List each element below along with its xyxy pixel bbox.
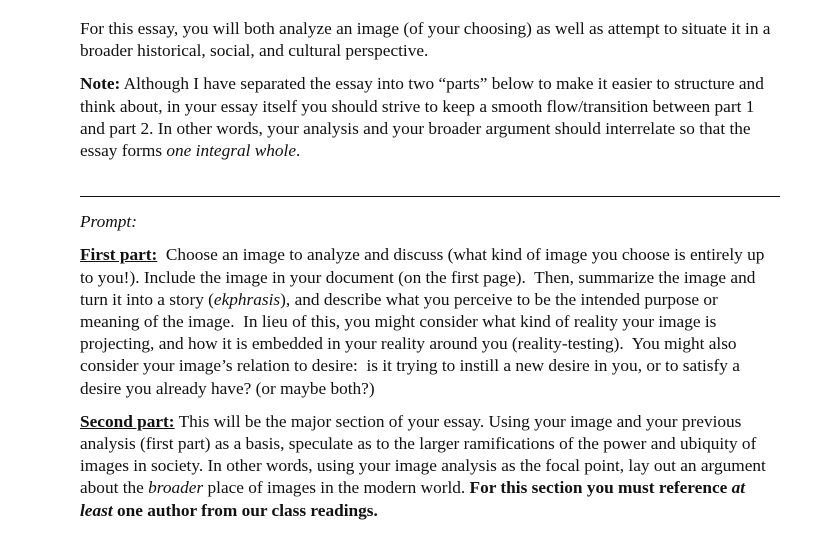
essay-document [80,18,780,522]
second-part-label: Second part: [80,411,175,431]
second-part-text-2: place of images in the modern world. [203,478,470,498]
first-part-emphasis: ekphrasis [213,289,281,309]
note-paragraph [80,73,780,162]
first-part-text-1: Choose an image to analyze and discuss (what kind of image you choose is entirely up to you!). Include the image in your document (on the first page). Then, summarize the image and turn it into a story ( [80,245,769,309]
second-part-paragraph [80,411,780,522]
second-part-requirement-1: For this section you must reference [469,478,732,498]
prompt-label: Prompt: [80,212,137,232]
second-part-requirement-emphasis: at least [80,478,746,520]
note-text-1: Although I have separated the essay into two “parts” below to make it easier to structure and think about, in your essay itself you should strive to keep a smooth flow/transition between part 1 and part 2. In other words, your analysis and your broader argument should interrelate so that the essay forms [80,74,764,161]
second-part-requirement-2: one author from our class readings. [112,500,378,520]
first-part-label: First part: [80,245,158,265]
second-part-text-1: This will be the major section of your essay. Using your image and your previous analysis (first part) as a basis, speculate as to the larger ramifications of the power and ubiquity of images in society. In other words, using your image analysis as the focal point, lay out an argument about the [80,411,766,498]
intro-paragraph [80,18,780,62]
section-divider [80,196,780,197]
note-label: Note: [80,74,121,94]
second-part-emphasis: broader [148,478,204,498]
first-part-text-2: ), and describe what you perceive to be the intended purpose or meaning of the image. In lieu of this, you might consider what kind of reality your image is projecting, and how it is embedded in your reality around you (reality-testing). You might also consider your image’s relation to desire: is it trying to instill a new desire in you, or to satisfy a desire you already have? (or maybe both?) [80,289,745,398]
note-emphasis: one integral whole [166,141,296,161]
first-part-paragraph [80,244,780,399]
note-text-2: . [295,141,301,161]
intro-text: For this essay, you will both analyze an image (of your choosing) as well as attempt to situate it in a broader historical, social, and cultural perspective. [80,19,771,61]
